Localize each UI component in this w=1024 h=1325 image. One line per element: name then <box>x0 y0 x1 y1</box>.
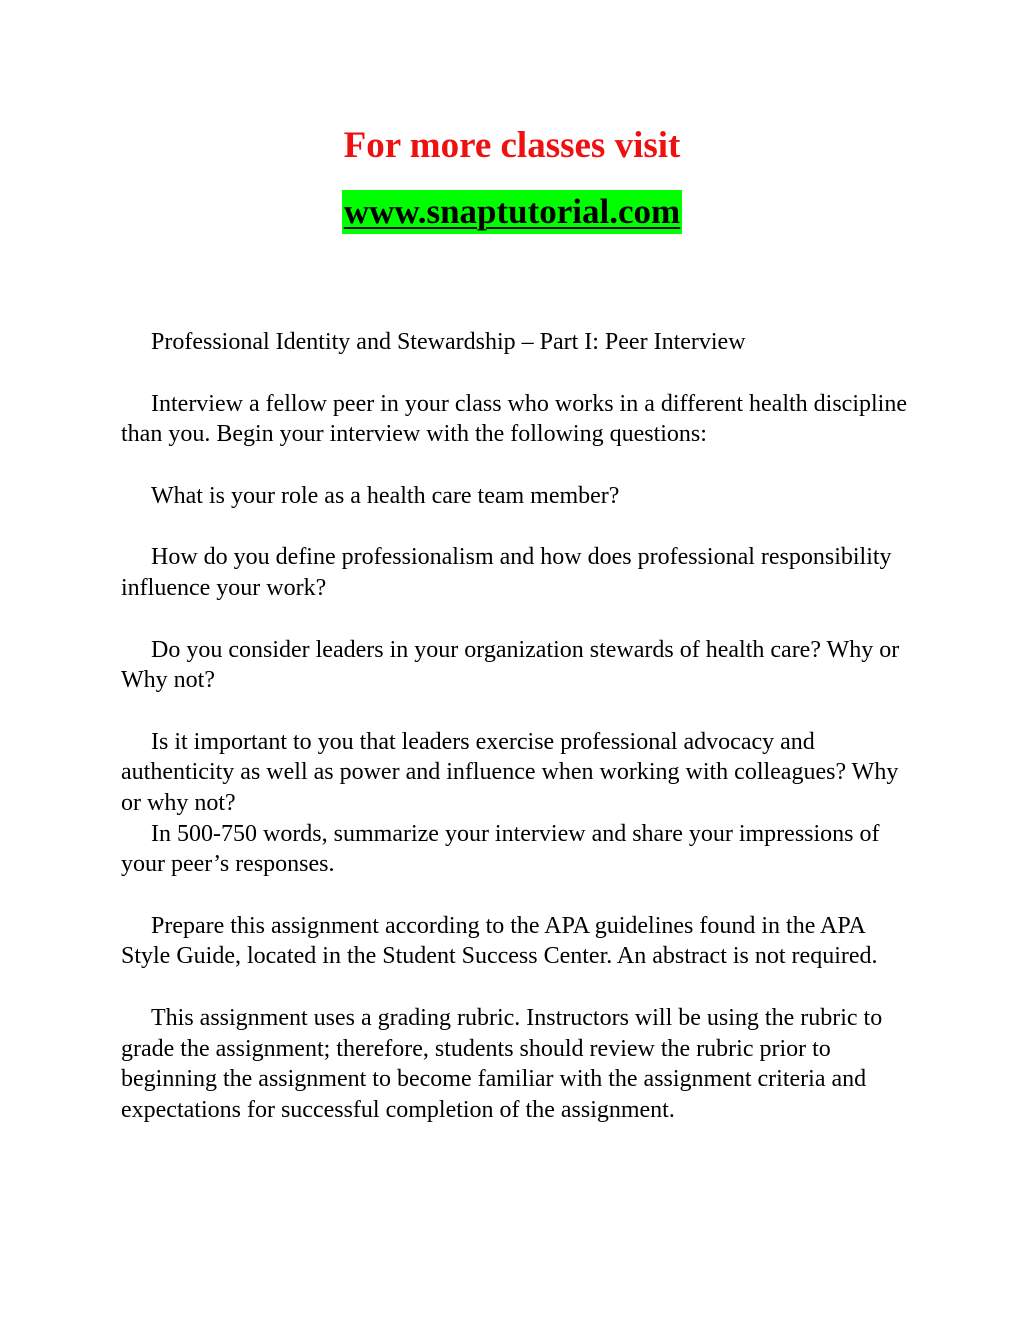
spacer <box>121 972 911 1003</box>
document-body <box>121 327 911 1125</box>
question-role: What is your role as a health care team member? <box>151 482 620 509</box>
spacer <box>121 604 911 635</box>
question-advocacy: Is it important to you that leaders exercise professional advocacy and authenticity as well as power and influence when working with colleagues? Why or why not? <box>121 728 899 816</box>
spacer <box>121 358 911 389</box>
paragraph-intro: Interview a fellow peer in your class who works in a different health discipline than you. Begin your interview with the following questions: <box>121 390 907 448</box>
promo-title: For more classes visit <box>343 125 681 166</box>
snaptutorial-link[interactable]: www.snaptutorial.com <box>342 190 682 234</box>
promo-link-wrap <box>0 190 1024 234</box>
spacer <box>121 880 911 911</box>
spacer <box>121 696 911 727</box>
spacer <box>121 450 911 481</box>
paragraph-summary: In 500-750 words, summarize your interview and share your impressions of your peer’s responses. <box>121 820 880 878</box>
paragraph-apa: Prepare this assignment according to the APA guidelines found in the APA Style Guide, located in the Student Success Center. An abstract is not required. <box>121 912 878 970</box>
spacer <box>121 511 911 542</box>
question-professionalism: How do you define professionalism and how does professional responsibility influence your work? <box>121 544 892 601</box>
promo-header <box>0 124 1024 234</box>
paragraph-rubric: This assignment uses a grading rubric. Instructors will be using the rubric to grade the assignment; therefore, students should review the rubric prior to beginning the assignment to become familiar with the assignment criteria and expectations for successful completion of the assignment. <box>121 1004 883 1123</box>
document-heading: Professional Identity and Stewardship – Part I: Peer Interview <box>151 329 746 355</box>
question-stewards: Do you consider leaders in your organization stewards of health care? Why or Why not? <box>121 636 900 694</box>
